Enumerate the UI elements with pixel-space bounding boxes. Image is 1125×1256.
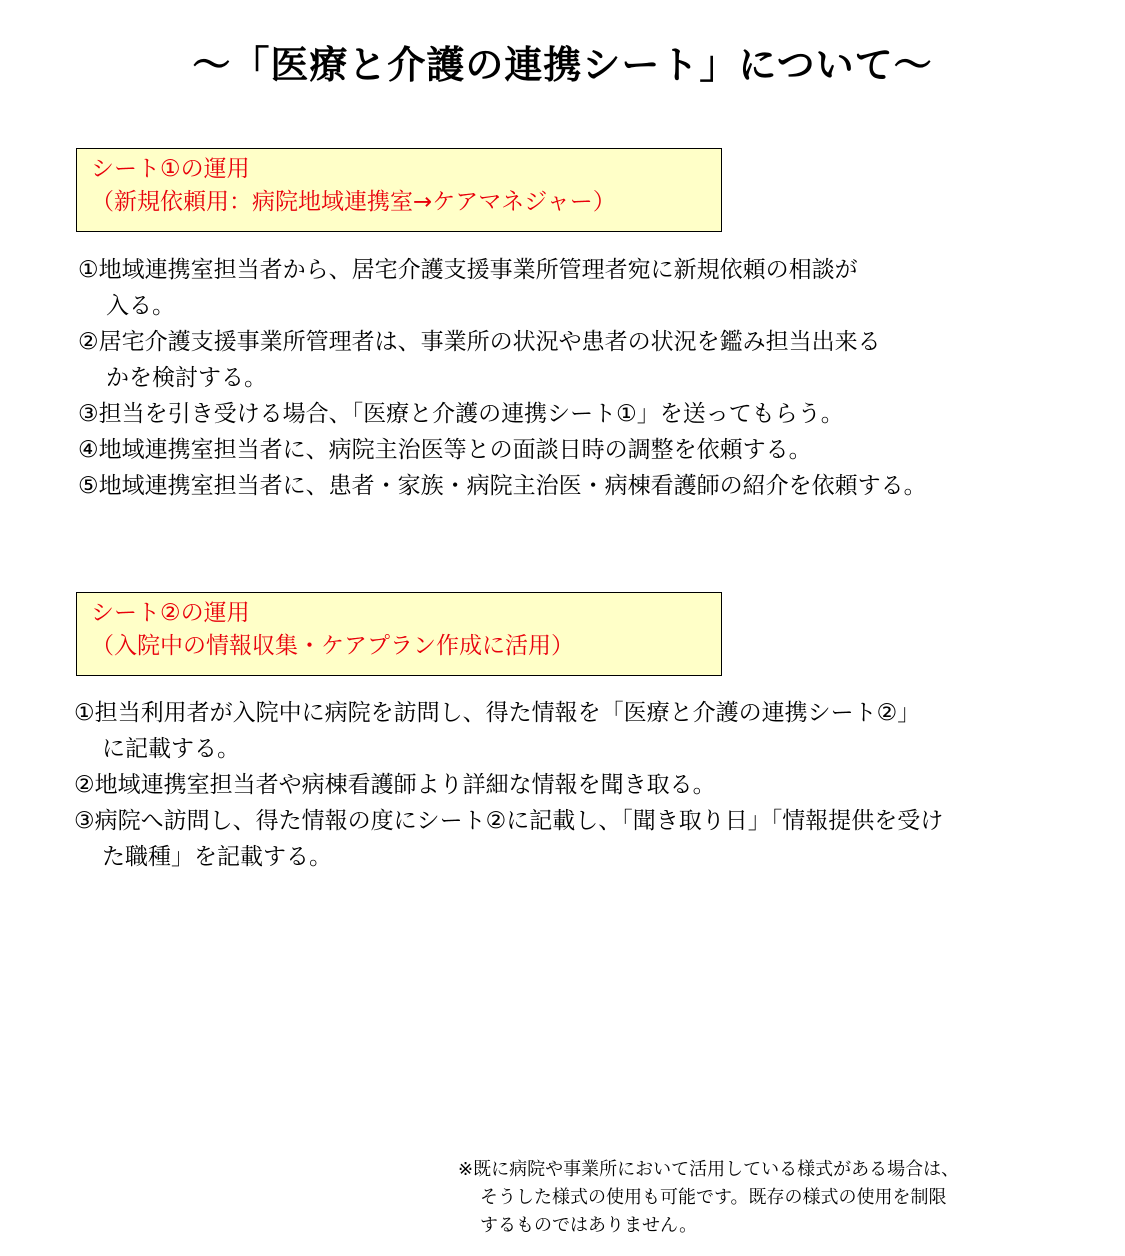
list-item <box>78 324 1118 396</box>
list-item <box>78 252 1118 324</box>
step-text: ①担当利用者が入院中に病院を訪問し、得た情報を「医療と介護の連携シート②」 <box>74 700 921 726</box>
footnote-line: するものではありません。 <box>480 1215 698 1236</box>
step-text-continued: に記載する。 <box>102 736 240 762</box>
step-text: ②地域連携室担当者や病棟看護師より詳細な情報を聞き取る。 <box>74 772 716 798</box>
footnote-line: そうした様式の使用も可能です。既存の様式の使用を制限 <box>480 1187 947 1208</box>
list-item <box>78 432 1118 468</box>
footnote-line: ※既に病院や事業所において活用している様式がある場合は、 <box>458 1159 960 1180</box>
sheet1-steps-list <box>78 252 1118 504</box>
list-item <box>78 468 1118 504</box>
step-text-continued: 入る。 <box>106 293 175 319</box>
sheet2-header-subtitle: （入院中の情報収集・ケアプラン作成に活用） <box>91 633 574 659</box>
step-text: ②居宅介護支援事業所管理者は、事業所の状況や患者の状況を鑑み担当出来る <box>78 329 881 355</box>
sheet2-header-title: シート②の運用 <box>91 600 250 626</box>
list-item <box>74 767 1114 803</box>
list-item <box>74 803 1114 875</box>
step-text-continued: た職種」を記載する。 <box>102 844 332 870</box>
page-title: ～「医療と介護の連携シート」について～ <box>192 43 933 87</box>
step-text: ④地域連携室担当者に、病院主治医等との面談日時の調整を依頼する。 <box>78 437 812 463</box>
footnote <box>458 1156 959 1240</box>
sheet1-header-title: シート①の運用 <box>91 156 250 182</box>
step-text: ③担当を引き受ける場合、「医療と介護の連携シート①」を送ってもらう。 <box>78 401 844 427</box>
sheet2-steps-list <box>74 695 1114 875</box>
sheet2-header-box <box>76 592 722 676</box>
sheet1-header-box <box>76 148 722 232</box>
step-text-continued: かを検討する。 <box>106 365 267 391</box>
step-text: ⑤地域連携室担当者に、患者・家族・病院主治医・病棟看護師の紹介を依頼する。 <box>78 473 927 499</box>
list-item <box>74 695 1114 767</box>
sheet1-header-subtitle: （新規依頼用：病院地域連携室→ケアマネジャー） <box>91 189 616 215</box>
step-text: ③病院へ訪問し、得た情報の度にシート②に記載し、「聞き取り日」「情報提供を受け <box>74 808 944 834</box>
step-text: ①地域連携室担当者から、居宅介護支援事業所管理者宛に新規依頼の相談が <box>78 257 858 283</box>
list-item <box>78 396 1118 432</box>
